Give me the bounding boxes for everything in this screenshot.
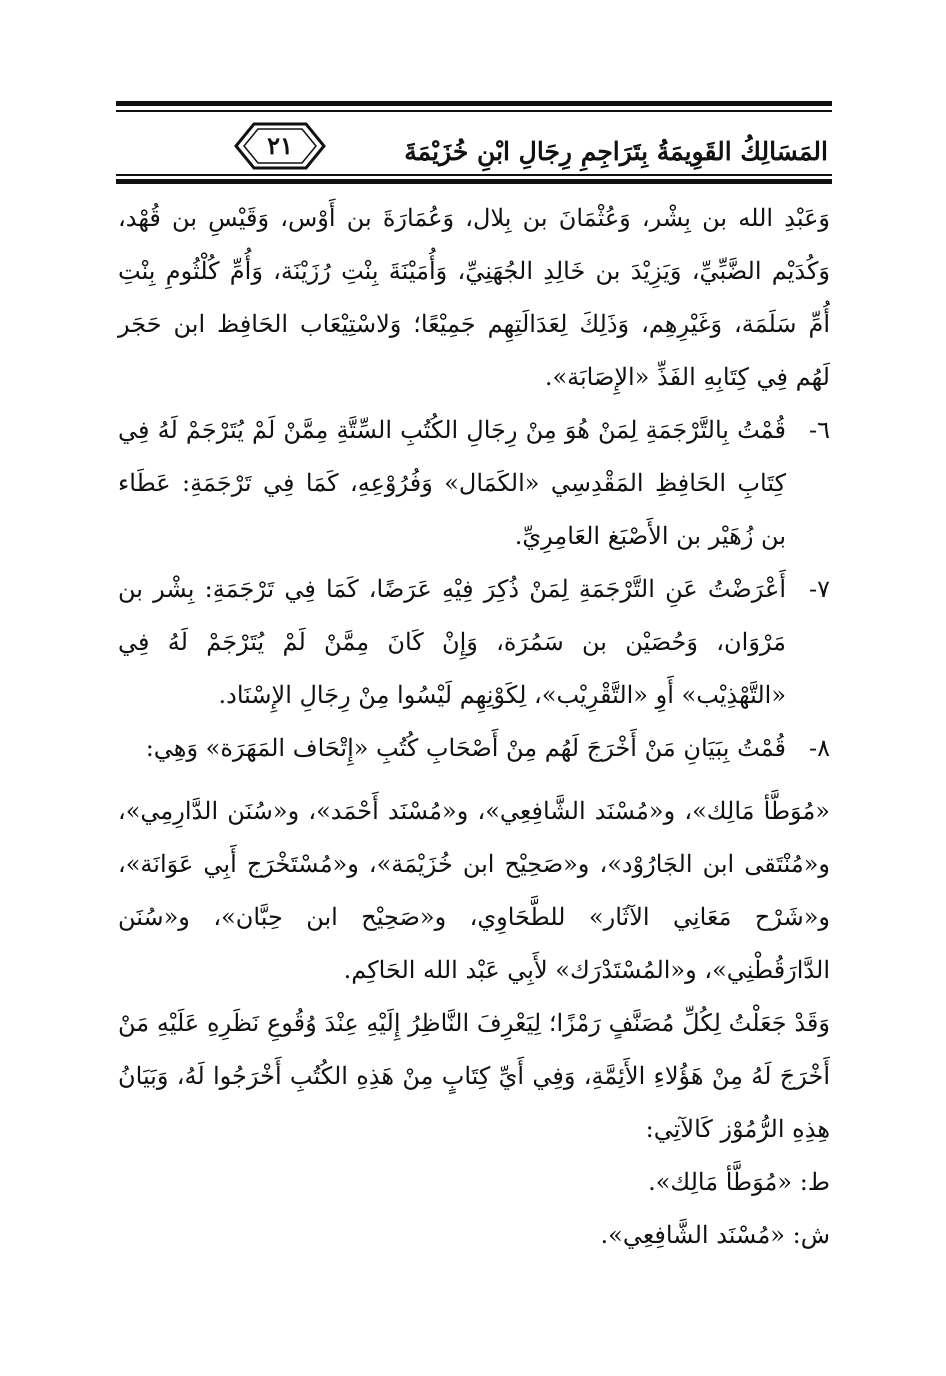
paragraph-book-list: «مُوَطَّأ مَالِك»، و«مُسْنَد الشَّافِعِي»، و«مُسْنَد أَحْمَد»، و«سُنَن الدَّارِمِي»، و«مُنْتَقى ابن الجَارُوْد»، و«صَحِيْح ابن خُزَيْمَة»، و«مُسْتَخْرَج أَبِي عَوَانَة»، و«شَرْح مَعَانِي الآثَار» للطَّحَاوِي، و«صَحِيْح ابن حِبَّان»، و«سُنَن الدَّارَقُطْنِي»، و«المُسْتَدْرَك» لأَبِي عَبْد الله الحَاكِم. [118, 797, 830, 984]
page-number: ٢١ [267, 131, 293, 160]
symbol-line-shafii: ش: «مُسْنَد الشَّافِعِي». [600, 1221, 830, 1249]
header-rule-bottom [116, 179, 832, 184]
spacer [118, 775, 830, 785]
list-item-text: أَعْرَضْتُ عَنِ التَّرْجَمَةِ لِمَنْ ذُكِرَ فِيْهِ عَرَضًا، كَمَا فِي تَرْجَمَةِ: بِشْر بن مَرْوَان، وَحُصَيْن بن سَمُرَة، وَإِنْ كَانَ مِمَّنْ لَمْ يُتَرْجَمْ لَهُ فِي «التَّهْذِيْب» أَوِ «التَّقْرِيْب»، لِكَوْنِهِم لَيْسُوا مِنْ رِجَالِ الإِسْنَاد. [118, 575, 786, 709]
list-item-number: ٨- [809, 734, 830, 762]
symbol-line-muwatta: ط: «مُوَطَّأ مَالِك». [648, 1168, 830, 1196]
list-item-7 [118, 563, 830, 722]
running-head-title: المَسَالِكُ القَوِيمَةُ بِتَرَاجِمِ رِجَالِ ابْنِ خُزَيْمَةَ [404, 137, 828, 166]
list-item-number: ٦- [809, 416, 830, 444]
body-text [118, 192, 830, 1262]
header-rule-bottom-thin [116, 174, 832, 176]
header-rule-top [116, 101, 832, 106]
list-item-text: قُمْتُ بِالتَّرْجَمَةِ لِمَنْ هُوَ مِنْ رِجَالِ الكُتُبِ السِّتَّةِ مِمَّنْ لَمْ يُتَرْجَمْ لَهُ فِي كِتَابِ الحَافِظِ المَقْدِسِي «الكَمَال» وَفُرُوْعِهِ، كَمَا فِي تَرْجَمَةِ: عَطَاء بن زُهَيْر بن الأَصْبَغ العَامِرِيِّ. [118, 416, 786, 550]
paragraph-intro-list: وَعَبْدِ الله بن بِشْر، وَعُثْمَانَ بن بِلال، وَعُمَارَةَ بن أَوْس، وَقَيْسِ بن قُهْد، وَكُدَيْم الضَّبِّيِّ، وَيَزِيْدَ بن خَالِدِ الجُهَنِيِّ، وَأُمَيْنَةَ بِنْتِ رُزَيْنَة، وَأُمِّ كُلْثُومِ بِنْتِ أُمِّ سَلَمَة، وَغَيْرِهِم، وَذَلِكَ لِعَدَالَتِهِم جَمِيْعًا؛ وَلاسْتِيْعَاب الحَافِظ ابن حَجَر لَهُم فِي كِتَابِهِ الفَذِّ «الإِصَابَة». [118, 204, 830, 391]
header-rule-top-thin [116, 110, 832, 112]
list-item-text: قُمْتُ بِبَيَانِ مَنْ أَخْرَجَ لَهُم مِنْ أَصْحَابِ كُتُبِ «إِتْحَاف المَهَرَة» وَهِي: [145, 734, 786, 762]
list-item-number: ٧- [809, 575, 830, 603]
list-item-8 [118, 722, 830, 775]
paragraph-symbols-intro: وَقَدْ جَعَلْتُ لِكُلِّ مُصَنَّفٍ رَمْزًا؛ لِيَعْرِفَ النَّاظِرُ إِلَيْهِ عِنْدَ وُقُوعِ نَظَرِهِ عَلَيْهِ مَنْ أَخْرَجَ لَهُ مِنْ هَؤُلاءِ الأَئِمَّةِ، وَفِي أَيِّ كِتَابٍ مِنْ هَذِهِ الكُتُبِ أَخْرَجُوا لَهُ، وَبَيَانُ هِذِهِ الرُّمُوْز كَالآتِي: [118, 1009, 830, 1143]
list-item-6 [118, 404, 830, 563]
page-number-badge [232, 118, 328, 174]
